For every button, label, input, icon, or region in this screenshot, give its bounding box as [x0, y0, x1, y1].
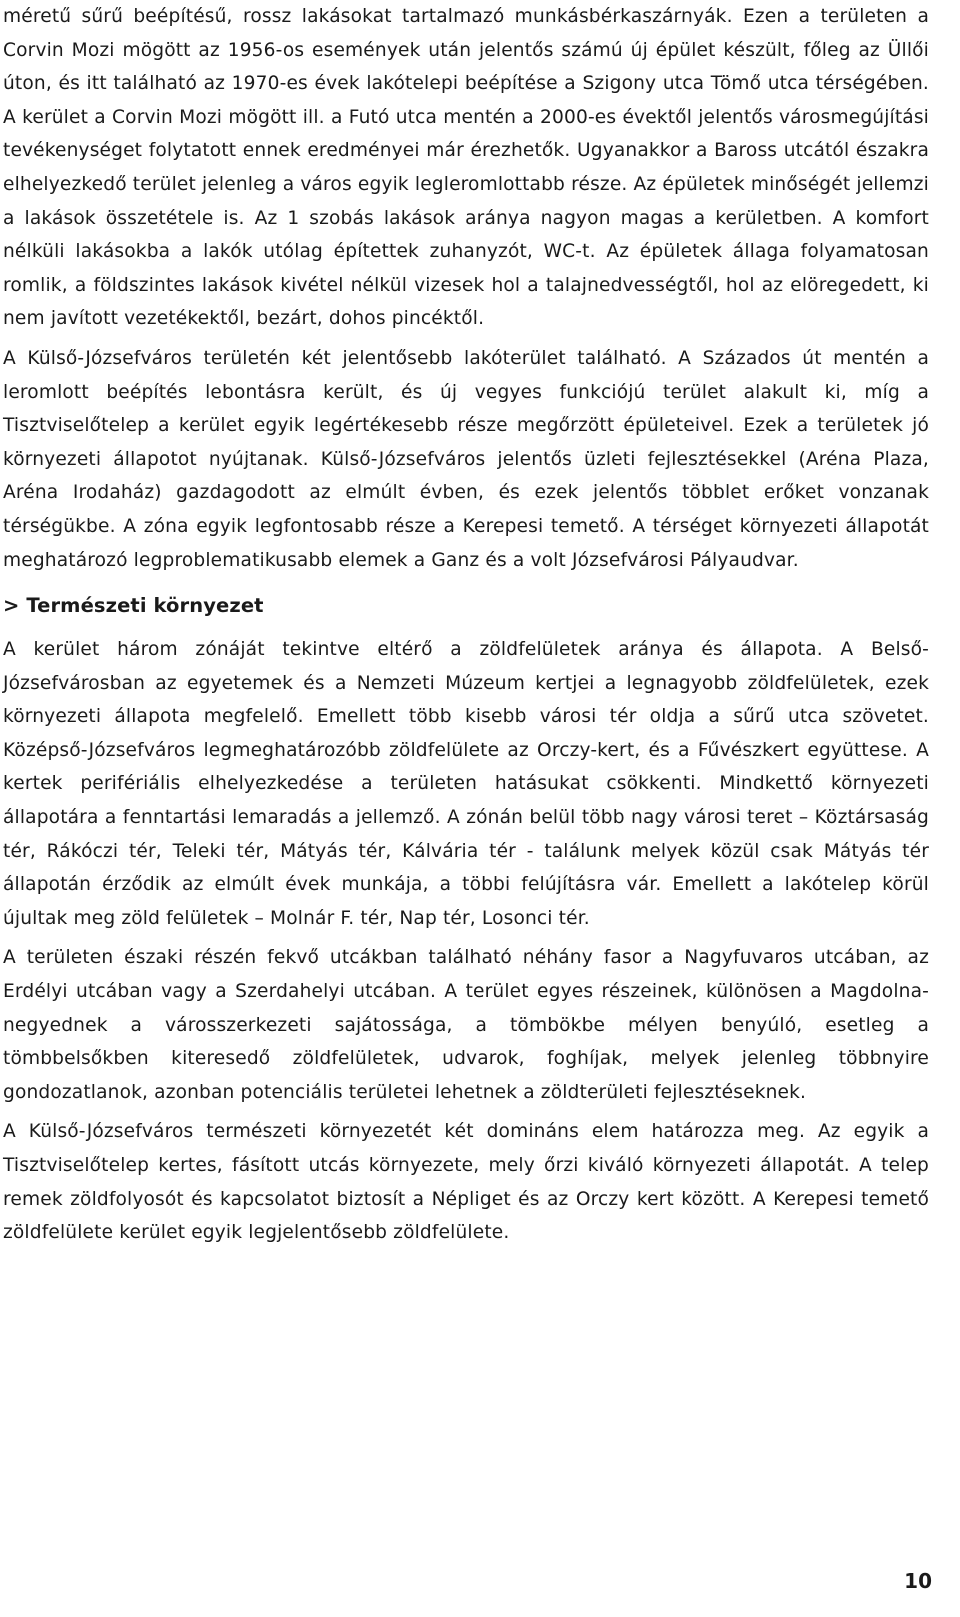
paragraph-housing: méretű sűrű beépítésű, rossz lakásokat tartalmazó munkásbérkaszárnyák. Ezen a területen a Corvin Mozi mögött az 1956-os események után jelentős számú új épület készült, főleg az Üllői úton, és itt található az 1970-es évek lakótelepi beépítése a Szigony utca Tömő utca térségében. A kerület a Corvin Mozi mögött ill. a Futó utca mentén a 2000-es évektől jelentős városmegújítási tevékenységet folytatott ennek eredményei már érezhetők. Ugyanakkor a Baross utcától északra elhelyezkedő terület jelenleg a város egyik legleromlottabb része. Az épületek minőségét jellemzi a lakások összetétele is. Az 1 szobás lakások aránya nagyon magas a kerületben. A komfort nélküli lakásokba a lakók utólag építettek zuhanyzót, WC-t. Az épületek állaga folyamatosan romlik, a földszintes lakások kivétel nélkül vizesek hol a talajnedvességtől, hol az elöregedett, ki nem javított vezetékektől, bezárt, dohos pincéktől.: [3, 6, 929, 330]
document-page: [3, 0, 929, 1250]
page-number: 10: [904, 1569, 932, 1593]
paragraph-natural-environment: A Külső-Józsefváros természeti környezetét két domináns elem határozza meg. Az egyik a Tisztviselőtelep kertes, fásított utcás környezete, mely őrzi kiváló környezeti állapotát. A telep remek zöldfolyosót és kapcsolatot biztosít a Népliget és az Orczy kert között. A Kerepesi temető zöldfelülete kerület egyik legjelentősebb zöldfelülete.: [3, 1121, 929, 1244]
paragraph-green-areas: A kerület három zónáját tekintve eltérő a zöldfelületek aránya és állapota. A Belső-Józsefvárosban az egyetemek és a Nemzeti Múzeum kertjei a legnagyobb zöldfelületek, ezek környezeti állapota megfelelő. Emellett több kisebb városi tér oldja a sűrű utca szövetet. Középső-Józsefváros legmeghatározóbb zöldfelülete az Orczy-kert, és a Fűvészkert együttese. A kertek perifériális elhelyezkedése a területen hatásukat csökkenti. Mindkettő környezeti állapotára a fenntartási lemaradás a jellemző. A zónán belül több nagy városi teret – Köztársaság tér, Rákóczi tér, Teleki tér, Mátyás tér, Kálvária tér - találunk melyek közül csak Mátyás tér állapotán érződik az elmúlt évek munkája, a többi felújításra vár. Emellett a lakótelep körül újultak meg zöld felületek – Molnár F. tér, Nap tér, Losonci tér.: [3, 639, 929, 929]
paragraph-northern-streets: A területen északi részén fekvő utcákban található néhány fasor a Nagyfuvaros utcában, az Erdélyi utcában vagy a Szerdahelyi utcában. A terület egyes részeinek, különösen a Magdolna-negyednek a városszerkezeti sajátossága, a tömbökbe mélyen benyúló, esetleg a tömbbelsőkben kiteresedő zöldfelületek, udvarok, foghíjak, melyek jelenleg többnyire gondozatlanok, azonban potenciális területei lehetnek a zöldterületi fejlesztéseknek.: [3, 947, 929, 1103]
section-heading: > Természeti környezet: [3, 594, 264, 618]
paragraph-kulso-jozsefvaros: A Külső-Józsefváros területén két jelentősebb lakóterület található. A Százados út mentén a leromlott beépítés lebontásra került, és új vegyes funkciójú terület alakult ki, míg a Tisztviselőtelep a kerület egyik legértékesebb része megőrzött épületeivel. Ezek a területek jó környezeti állapotot nyújtanak. Külső-Józsefváros jelentős üzleti fejlesztésekkel (Aréna Plaza, Aréna Irodaház) gazdagodott az elmúlt évben, és ezek jelentős többlet erőket vonzanak térségükbe. A zóna egyik legfontosabb része a Kerepesi temető. A térséget környezeti állapotát meghatározó legproblematikusabb elemek a Ganz és a volt Józsefvárosi Pályaudvar.: [3, 347, 929, 571]
